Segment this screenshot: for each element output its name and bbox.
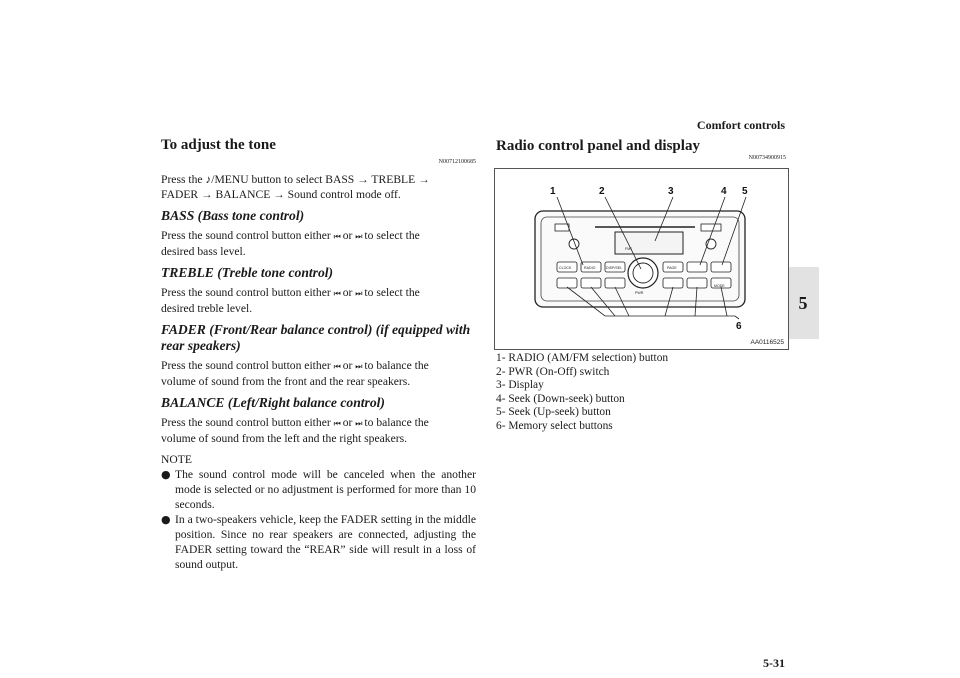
note-text-2: In a two-speakers vehicle, keep the FADER setting in the middle position. Since no rear speakers are connected, adjusting the FADER setting toward the “REAR” side will result in a loss of sound output. [175, 513, 476, 571]
callout-3: 3 [668, 186, 674, 197]
tone-heading [161, 138, 476, 153]
note-text-1: The sound control mode will be canceled when the another mode is selected or no adjustment is performed for more than 10 seconds. [175, 468, 476, 511]
fader-title [161, 322, 476, 354]
note-label: NOTE [161, 453, 192, 466]
component-item: 1- RADIO (AM/FM selection) button [496, 352, 669, 364]
disp-label: DISP/SEL [606, 266, 623, 270]
page-number: 5-31 [763, 656, 785, 670]
left-column [161, 138, 476, 572]
clock-label: CLOCK [559, 266, 572, 270]
callout-1: 1 [550, 186, 556, 197]
callout-4: 4 [721, 186, 727, 197]
next-track-icon: ⏭ [355, 362, 362, 371]
treble-text-3: desired treble level. [161, 302, 253, 315]
radio-panel-drawing [495, 169, 788, 349]
bass-text-2: to select the [364, 229, 420, 242]
prev-track-icon: ⏮ [333, 362, 340, 371]
component-item: 5- Seek (Up-seek) button [496, 406, 611, 419]
bullet-icon: ● [161, 468, 171, 481]
bass-paragraph [161, 228, 476, 259]
or-word: or [342, 359, 353, 372]
radio-illustration [494, 168, 789, 350]
bass-text-3: desired bass level. [161, 245, 246, 258]
next-track-icon: ⏭ [355, 289, 362, 298]
prev-track-icon: ⏮ [333, 232, 340, 241]
treble-text-2: to select the [364, 286, 420, 299]
or-word: or [342, 229, 353, 242]
balance-text-1: Press the sound control button either [161, 416, 331, 429]
bass-text-1: Press the sound control button either [161, 229, 331, 242]
page-label: PAGE [667, 266, 677, 270]
pwr-label: PWR [635, 291, 644, 295]
prev-track-icon: ⏮ [333, 419, 340, 428]
fader-text-2: to balance the [364, 359, 429, 372]
chapter-tab [787, 267, 819, 339]
next-track-icon: ⏭ [355, 419, 362, 428]
fader-title-2: rear speakers) [161, 338, 241, 353]
treble-title: TREBLE (Treble tone control) [161, 265, 334, 280]
section-header: Comfort controls [696, 118, 785, 132]
treble-paragraph [161, 285, 476, 316]
or-word: or [342, 286, 353, 299]
music-note-icon: ♪ [205, 173, 212, 186]
bass-title: BASS (Bass tone control) [161, 208, 305, 223]
tone-paragraph [161, 172, 476, 202]
fader-paragraph [161, 358, 476, 389]
fader-title-1: FADER (Front/Rear balance control) (if equipped with [161, 322, 471, 337]
bullet-icon: ● [161, 513, 171, 526]
component-item: 2- PWR (On-Off) switch [496, 365, 610, 378]
tone-text-1: Press the [161, 173, 203, 186]
balance-text-3: volume of sound from the left and the right speakers. [161, 432, 407, 445]
callout-2: 2 [599, 186, 605, 197]
component-item: 4- Seek (Down-seek) button [496, 392, 625, 405]
tone-code: N00712100685 [438, 159, 476, 165]
chapter-tab-number: 5 [798, 293, 808, 313]
tone-title: To adjust the tone [161, 137, 276, 153]
note-item-1 [161, 467, 476, 512]
mode-label: MODE [714, 284, 725, 288]
component-list [496, 352, 668, 434]
callout-5: 5 [742, 186, 748, 197]
component-item: 6- Memory select buttons [496, 419, 613, 432]
component-item: 3- Display [496, 379, 544, 392]
figure-code: AA0116525 [750, 339, 784, 346]
fader-text-3: volume of sound from the front and the rear speakers. [161, 375, 411, 388]
balance-paragraph [161, 415, 476, 446]
fm-label: FM1 [625, 247, 633, 251]
tone-text-2: /MENU button to select BASS → TREBLE → [211, 173, 430, 186]
fader-text-1: Press the sound control button either [161, 359, 331, 372]
or-word: or [342, 416, 353, 429]
radio-label: RADIO [584, 266, 596, 270]
callout-6: 6 [736, 321, 742, 332]
prev-track-icon: ⏮ [333, 289, 340, 298]
treble-text-1: Press the sound control button either [161, 286, 331, 299]
balance-title: BALANCE (Left/Right balance control) [161, 395, 385, 410]
tone-text-3: FADER → BALANCE → Sound control mode off. [161, 188, 401, 201]
balance-text-2: to balance the [364, 416, 429, 429]
panel-code: N00734900915 [748, 155, 786, 161]
panel-title: Radio control panel and display [496, 138, 700, 154]
note-item-2 [161, 512, 476, 572]
next-track-icon: ⏭ [355, 232, 362, 241]
